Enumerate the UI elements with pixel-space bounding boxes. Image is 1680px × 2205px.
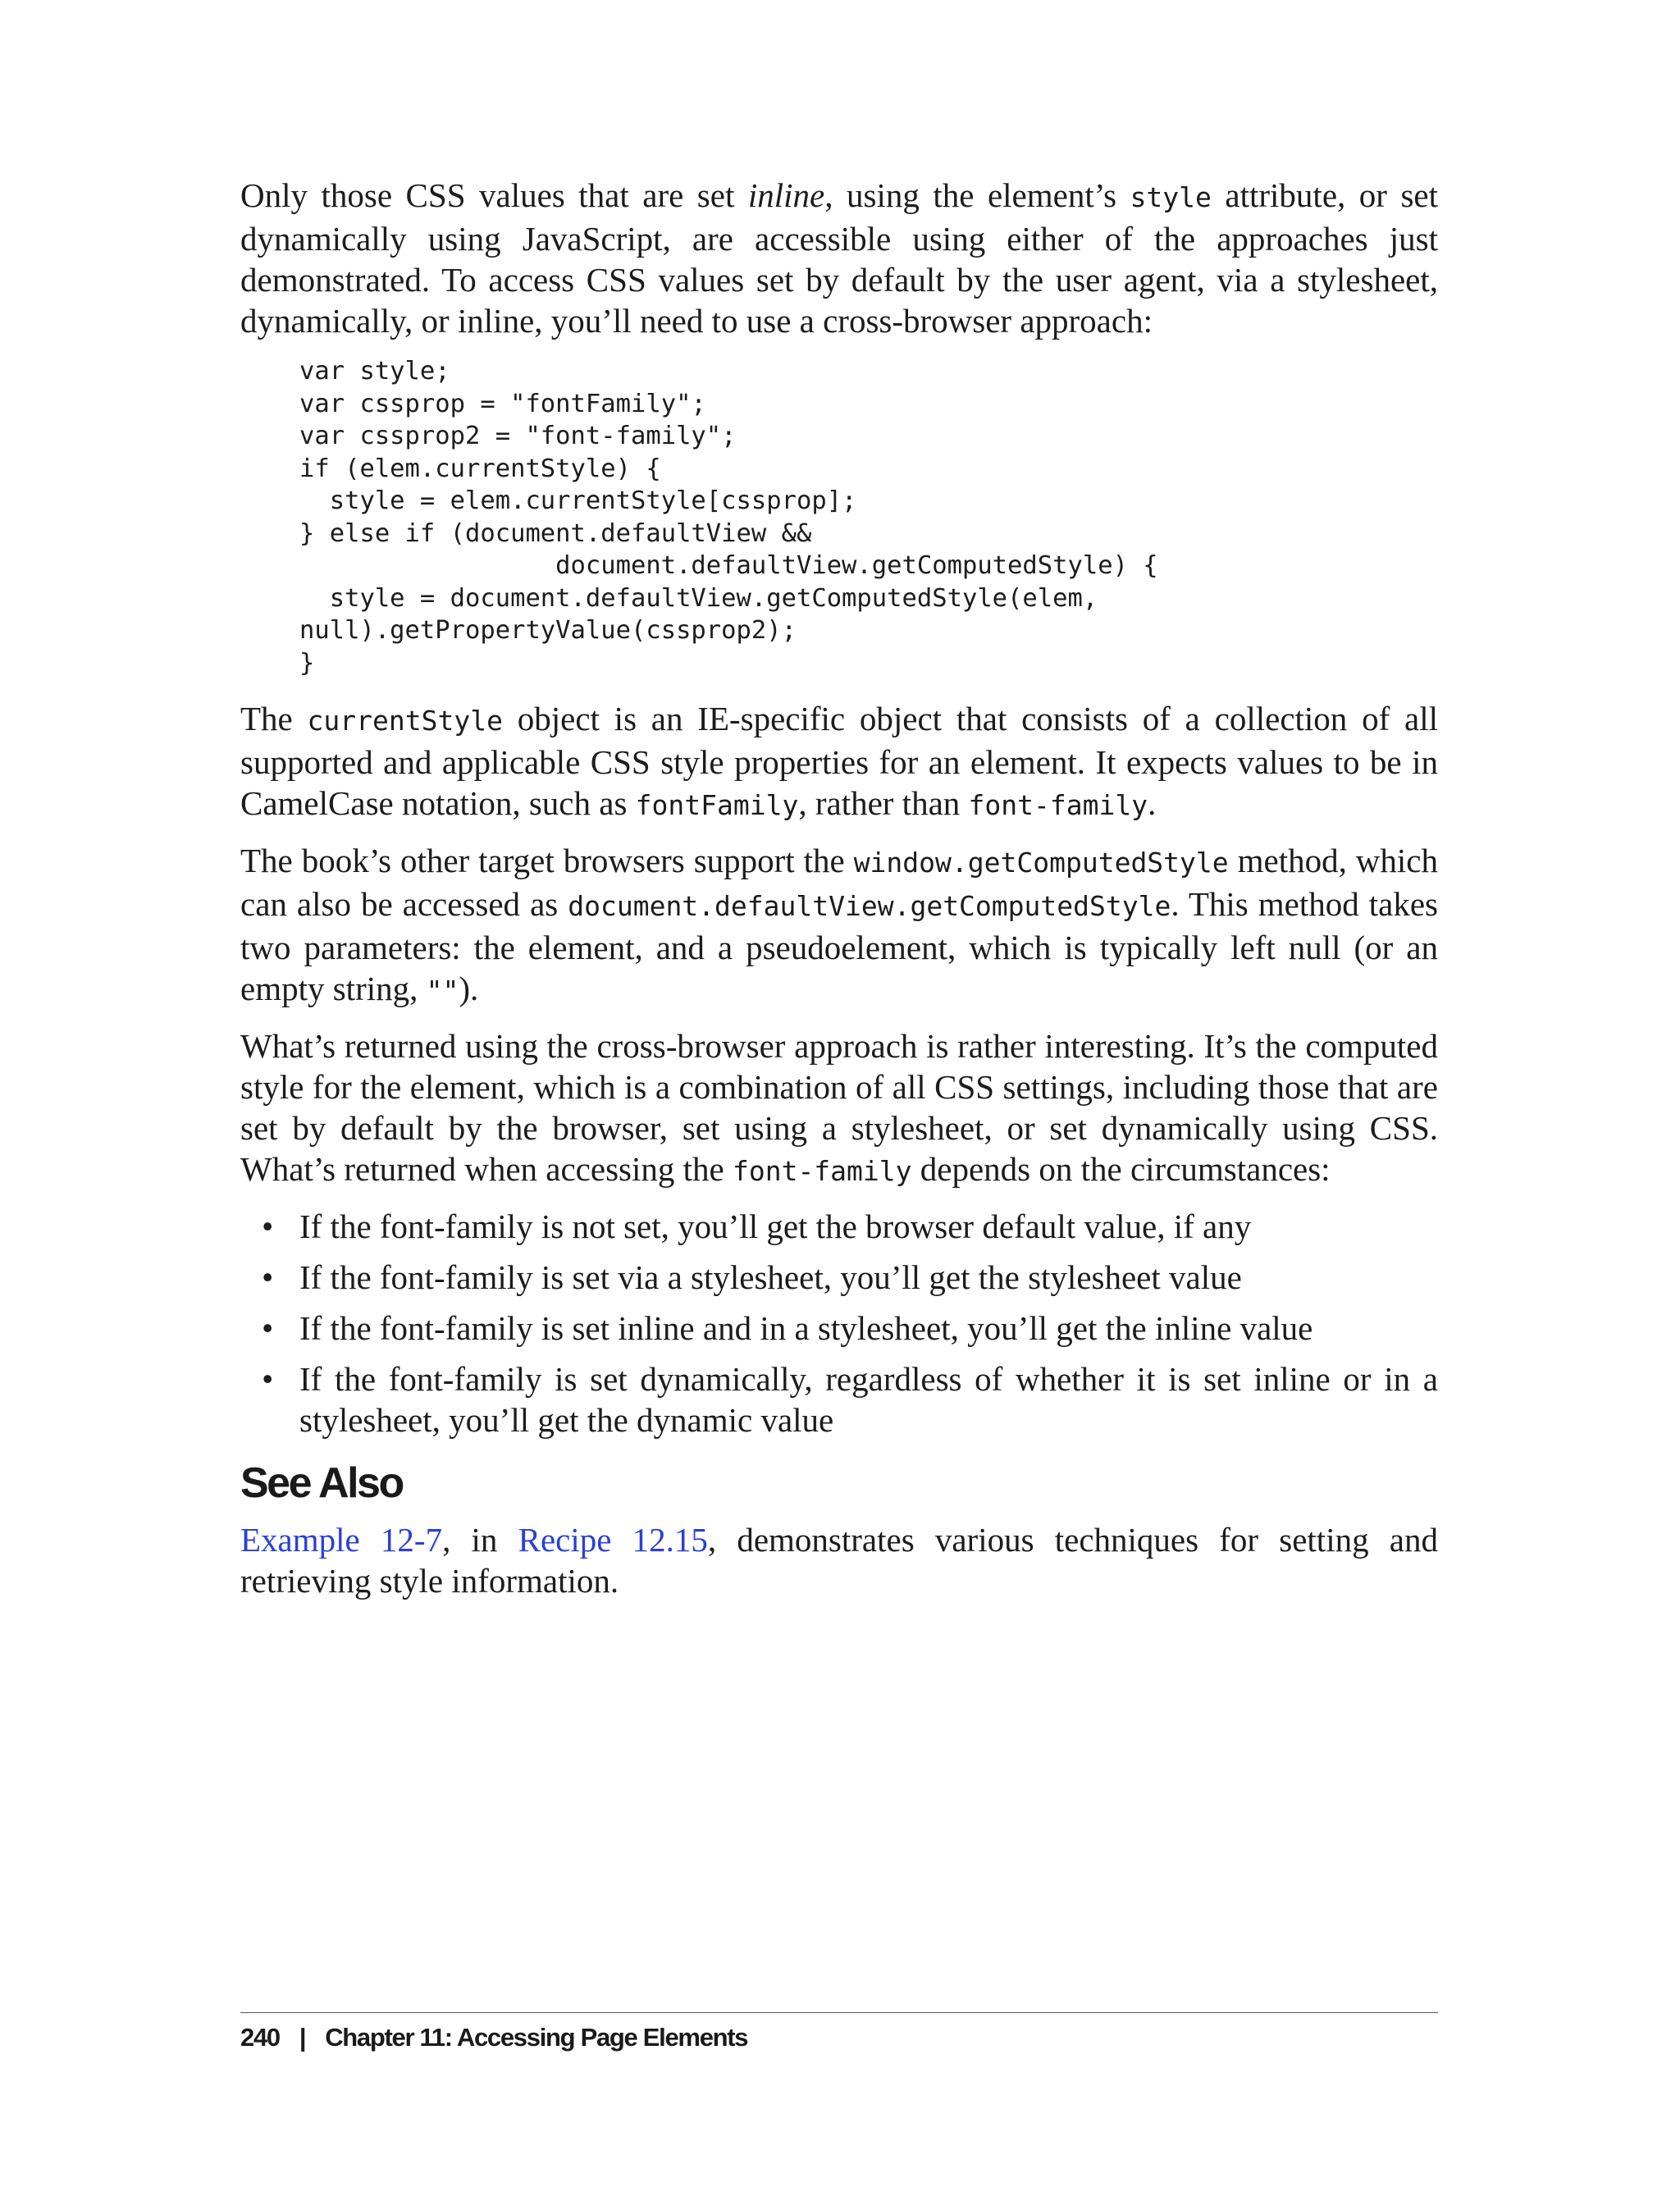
inline-code: style [1130, 181, 1212, 213]
text: , demonstrates various techniques for setting and retrieving style information. [240, 1521, 1438, 1600]
footer-divider [240, 2012, 1438, 2013]
inline-code: font-family [968, 789, 1148, 821]
code-block: var style; var cssprop = "fontFamily"; var cssprop2 = "font-family"; if (elem.currentStyle) { style = elem.currentStyle[cssprop]; } else if (document.defaultView && document.defaultView.getComputedStyle) { style = document.defaultView.getComputedStyle(elem, null).getPropertyValue(cssprop2); } [299, 357, 1158, 678]
text: The [240, 700, 308, 737]
inline-code: "" [426, 975, 459, 1007]
text: object is an IE-specific object that consists of a collection of all supported and applicable CSS style properties for an element. It expects values to be in CamelCase notation, such as [240, 700, 1438, 822]
inline-code: window.getComputedStyle [853, 847, 1229, 879]
list-item: • If the font-family is set via a stylesheet, you’ll get the stylesheet value [262, 1258, 1242, 1296]
recipe-link[interactable]: Recipe 12.15 [518, 1521, 708, 1559]
text: attribute, or set dynamically using JavaScript, are accessible using either of the approaches just demonstrated. To access CSS values set by default by the user agent, via a stylesheet, dynamically, or inline, you’ll need to use a cross-browser approach: [240, 176, 1438, 340]
paragraph-currentstyle [240, 698, 1438, 826]
bullet-icon: • [262, 1208, 274, 1245]
text: The book’s other target browsers support the [240, 842, 854, 879]
bullet-icon: • [262, 1360, 274, 1398]
see-also-paragraph [240, 1519, 1438, 1601]
text: Only those CSS values that are set [240, 176, 748, 214]
see-also-heading: See Also [240, 1459, 403, 1507]
text: , in [442, 1521, 518, 1559]
paragraph-inline-css [240, 175, 1438, 341]
text: . [1148, 784, 1157, 822]
page-content [240, 175, 1438, 1615]
paragraph-cross-browser [240, 1025, 1438, 1192]
emphasis: inline [747, 176, 825, 214]
inline-code: fontFamily [635, 789, 799, 821]
paragraph-getcomputedstyle [240, 840, 1438, 1011]
text: depends on the circumstances: [911, 1150, 1331, 1188]
text: What’s returned using the cross-browser approach is rather interesting. It’s the computed style for the element, which is a combination of all CSS settings, including those that are set by default by the browser, set using a stylesheet, or set dynamically using CSS. What’s returned when accessing the [240, 1027, 1438, 1188]
bullet-icon: • [262, 1258, 274, 1296]
inline-code: document.defaultView.getComputedStyle [568, 890, 1171, 922]
page-footer [240, 2023, 747, 2052]
text: . This method takes two parameters: the element, and a pseudoelement, which is typically left null (or an empty string, [240, 885, 1438, 1007]
bullet-icon: • [262, 1309, 274, 1347]
bullet-list [240, 1206, 1438, 1440]
chapter-title: Chapter 11: Accessing Page Elements [325, 2023, 748, 2052]
text: , using the element’s [824, 176, 1130, 214]
example-link[interactable]: Example 12-7 [240, 1521, 443, 1559]
list-item: • If the font-family is set dynamically, regardless of whether it is set inline or in a stylesheet, you’ll get the dynamic value [262, 1360, 1438, 1439]
inline-code: font-family [732, 1155, 912, 1187]
text: method, which can also be accessed as [240, 842, 1438, 923]
footer-separator: | [299, 2023, 306, 2052]
text: ). [459, 970, 479, 1007]
text: , rather than [798, 784, 969, 822]
list-item: • If the font-family is not set, you’ll get the browser default value, if any [262, 1208, 1252, 1245]
inline-code: currentStyle [307, 705, 503, 737]
list-item: • If the font-family is set inline and in a stylesheet, you’ll get the inline value [262, 1309, 1313, 1347]
page-number: 240 [240, 2023, 280, 2052]
